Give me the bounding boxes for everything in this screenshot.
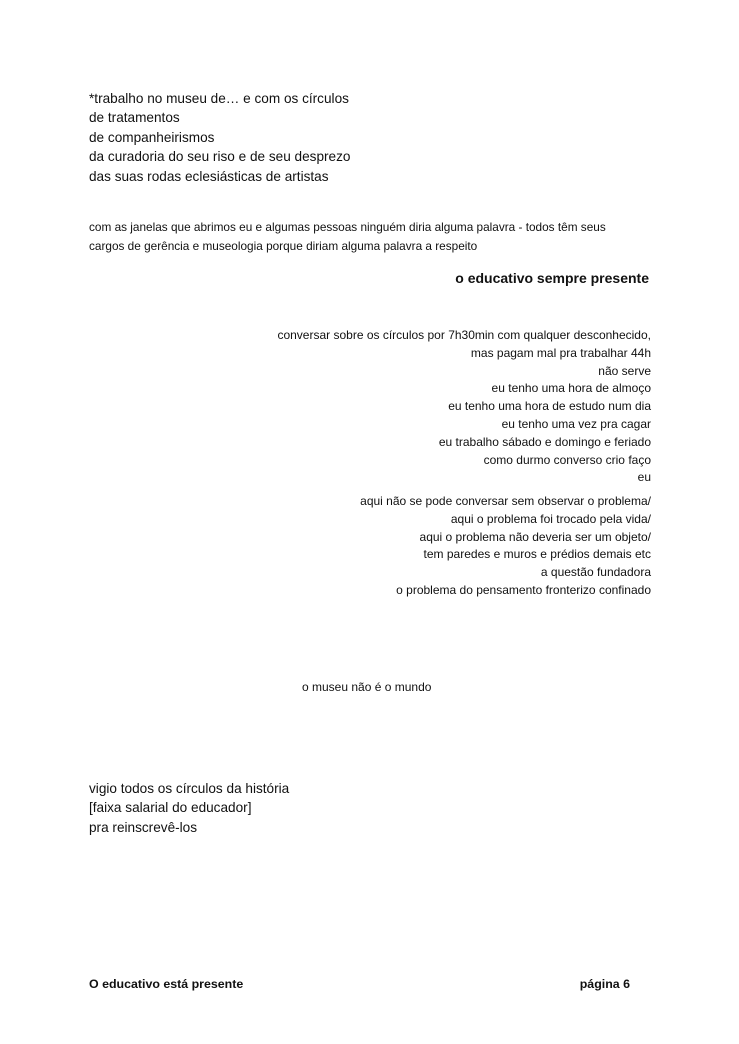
- closing-stanza: [89, 779, 289, 837]
- body-paragraph: [89, 218, 659, 257]
- page-number: página 6: [579, 977, 630, 991]
- paragraph-line: com as janelas que abrimos eu e algumas pessoas ninguém diria alguma palavra - todos têm seus: [89, 220, 606, 234]
- stanza-line: eu tenho uma hora de almoço: [491, 381, 651, 396]
- intro-stanza: [89, 89, 489, 186]
- closing-line: vigio todos os círculos da história: [89, 781, 290, 796]
- intro-line: das suas rodas eclesiásticas de artistas: [89, 168, 329, 184]
- paragraph-line: cargos de gerência e museologia porque diriam alguma palavra a respeito: [89, 239, 478, 254]
- stanza-line: tem paredes e muros e prédios demais etc: [423, 547, 651, 562]
- stanza-line: conversar sobre os círculos por 7h30min com qualquer desconhecido,: [277, 328, 651, 342]
- intro-line: de tratamentos: [89, 110, 180, 126]
- stanza-line: aqui não se pode conversar sem observar o problema/: [360, 494, 651, 508]
- stanza-line: como durmo converso crio faço: [483, 452, 651, 467]
- closing-line: pra reinscrevê-los: [89, 819, 198, 835]
- intro-line: da curadoria do seu riso e de seu desprezo: [89, 149, 351, 165]
- centered-line: o museu não é o mundo: [302, 680, 432, 694]
- intro-line: *trabalho no museu de… e com os círculos: [89, 91, 349, 106]
- stanza-line: não serve: [598, 363, 651, 378]
- closing-line: [faixa salarial do educador]: [89, 800, 252, 816]
- intro-line: de companheirismos: [89, 129, 215, 145]
- right-aligned-stanza-a: [231, 327, 651, 487]
- stanza-line: eu trabalho sábado e domingo e feriado: [438, 434, 651, 449]
- stanza-line: aqui o problema não deveria ser um objeto/: [419, 529, 651, 544]
- stanza-line: o problema do pensamento fronterizo confinado: [396, 582, 651, 597]
- footer-title: O educativo está presente: [89, 977, 244, 991]
- stanza-line: a questão fundadora: [540, 565, 651, 580]
- right-aligned-stanza-b: [231, 493, 651, 600]
- stanza-line: eu: [637, 470, 651, 485]
- stanza-line: eu tenho uma vez pra cagar: [501, 416, 651, 431]
- section-heading: o educativo sempre presente: [455, 270, 649, 286]
- stanza-line: eu tenho uma hora de estudo num dia: [448, 399, 651, 414]
- stanza-line: aqui o problema foi trocado pela vida/: [450, 511, 651, 526]
- stanza-line: mas pagam mal pra trabalhar 44h: [470, 345, 651, 360]
